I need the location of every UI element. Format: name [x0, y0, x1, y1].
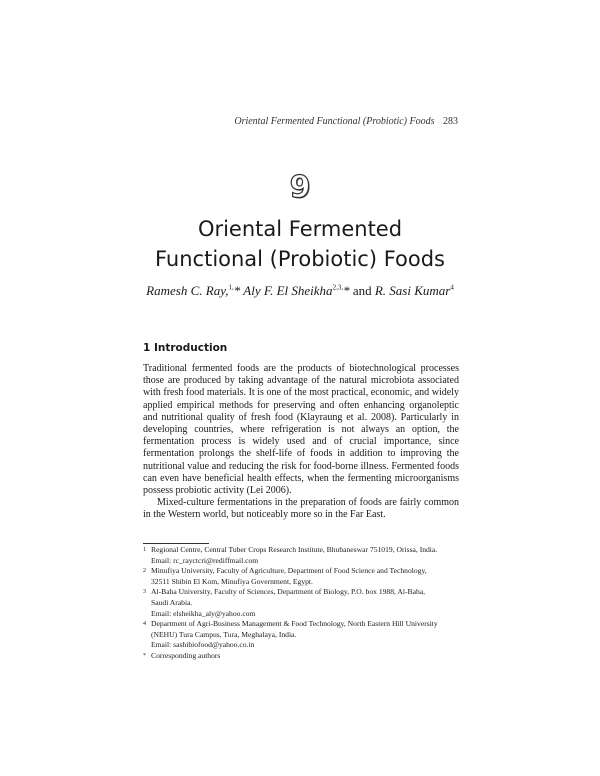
footnote-marker: * — [143, 652, 146, 659]
running-head — [234, 116, 458, 127]
footnote-line: Saudi Arabia. — [151, 597, 193, 607]
chapter-title — [0, 214, 600, 274]
footnote-line: Email: sashibiofood@yahoo.co.in — [151, 640, 255, 650]
chapter-title-line-2: Functional (Probiotic) Foods — [154, 247, 445, 271]
author-3-name: R. Sasi Kumar — [374, 283, 451, 298]
author-3-affiliation: 4 — [450, 283, 454, 292]
author-1-name: Ramesh C. Ray, — [146, 283, 229, 298]
footnote-marker: 3 — [143, 589, 146, 596]
paragraph-2: Mixed-culture fermentations in the preparation of foods are fairly common in the Western world, but noticeably more so in the Far East. — [143, 497, 459, 521]
author-conjunction: and — [349, 283, 375, 298]
section-heading: 1 Introduction — [143, 342, 228, 354]
footnote-line: Minufiya University, Faculty of Agriculture, Department of Food Science and Technology, — [151, 566, 427, 576]
author-line — [0, 283, 600, 299]
footnote-line: Email: elsheikha_aly@yahoo.com — [151, 608, 256, 618]
footnote — [143, 587, 459, 619]
running-head-title: Oriental Fermented Functional (Probiotic) Foods — [234, 116, 435, 127]
author-1-corresponding: * — [233, 283, 241, 298]
footnote-line: Email: rc_rayctcri@rediffmail.com — [151, 555, 259, 565]
footnote-line: 32511 Shibin El Kom, Minufiya Government, Egypt. — [151, 576, 313, 586]
footnotes — [143, 545, 459, 662]
footnote-line: Corresponding authors — [151, 650, 221, 660]
footnote-marker: 1 — [143, 547, 146, 553]
author-2-corresponding: * — [343, 283, 350, 298]
footnote — [143, 545, 459, 566]
author-1-affiliation: 1, — [228, 283, 234, 292]
chapter-number: 9 — [289, 170, 311, 205]
page-number: 283 — [443, 116, 458, 127]
author-2-name: Aly F. El Sheikha — [240, 283, 333, 298]
footnote — [143, 566, 459, 587]
footnote-marker: 4 — [143, 621, 146, 628]
footnote-line: Al-Baha University, Faculty of Sciences, Department of Biology, P.O. box 1988, Al-Baha, — [151, 587, 426, 597]
paragraph-1: Traditional fermented foods are the products of biotechnological processes those are produced by taking advantage of the natural microbiota associated with fresh food materials. It is one of the most practical, economic, and widely applied empirical methods for preserving and often enhancing organoleptic and nutritional quality of fresh food (Klayraung et al. 2008). Particularly in developing countries, where refrigeration is not always an option, the fermentation process is widely used and of crucial importance, since fermentation prolongs the shelf-life of foods in addition to improving the nutritional value and reducing the risk for food-borne illness. Fermented foods can even have beneficial health effects, when the fermenting microorganisms possess probiotic activity (Lei 2006). — [143, 363, 459, 497]
footnote-line: (NEHU) Tura Campus, Tura, Meghalaya, India. — [151, 629, 297, 639]
author-2-affiliation: 2,3, — [332, 283, 344, 292]
footnote — [143, 619, 459, 651]
footnote-line: Department of Agri-Business Management & Food Technology, North Eastern Hill University — [151, 619, 438, 629]
body-text — [143, 363, 459, 522]
footnote-marker: 2 — [143, 568, 146, 575]
chapter-title-line-1: Oriental Fermented — [197, 217, 403, 241]
footnote — [143, 651, 459, 662]
footnote-rule — [143, 543, 209, 544]
footnote-line: Regional Centre, Central Tuber Crops Research Institute, Bhubaneswar 751019, Orissa, India. — [151, 545, 438, 554]
